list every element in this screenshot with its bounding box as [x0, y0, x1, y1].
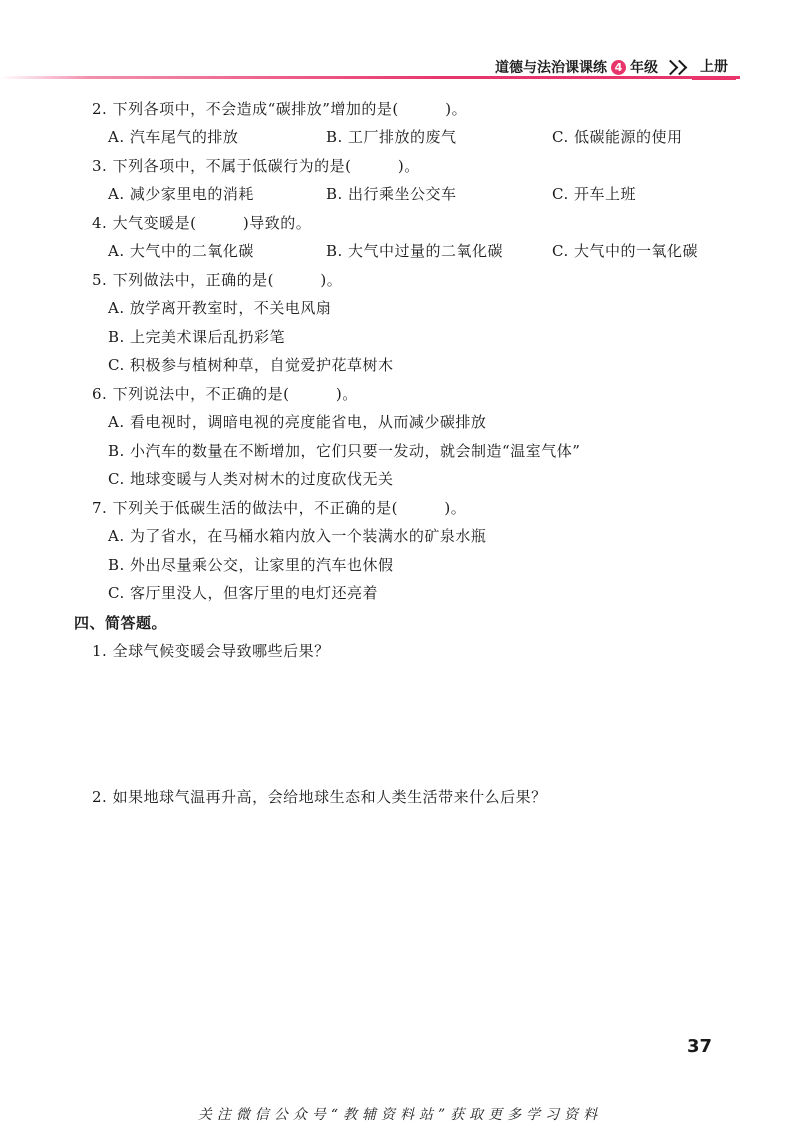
- options-row: [108, 183, 728, 205]
- question-stem: 3. 下列各项中，不属于低碳行为的是( )。: [92, 157, 420, 175]
- question-stem: 7. 下列关于低碳生活的做法中，不正确的是( )。: [92, 499, 467, 517]
- double-chevron-icon: [667, 62, 685, 73]
- question-stem: 6. 下列说法中，不正确的是( )。: [92, 385, 358, 403]
- question-stem: 2. 下列各项中，不会造成“碳排放”增加的是( )。: [92, 100, 468, 118]
- option: A. 减少家里电的消耗: [108, 185, 254, 203]
- grade-number-badge: 4: [611, 60, 626, 75]
- option: B. 上完美术课后乱扔彩笔: [108, 328, 286, 346]
- question-stem: 5. 下列做法中，正确的是( )。: [92, 271, 343, 289]
- option: C. 客厅里没人，但客厅里的电灯还亮着: [108, 584, 378, 602]
- footer-note: 关注微信公众号“教辅资料站”获取更多学习资料: [197, 1107, 603, 1123]
- grade-label: 年级: [630, 60, 658, 76]
- option: C. 地球变暖与人类对树木的过度砍伐无关: [108, 470, 394, 488]
- short-answer-question: 1. 全球气候变暖会导致哪些后果？: [92, 642, 330, 660]
- options-row: [108, 240, 728, 262]
- option: A. 为了省水，在马桶水箱内放入一个装满水的矿泉水瓶: [108, 527, 487, 545]
- option: B. 工厂排放的废气: [326, 128, 457, 146]
- option: C. 积极参与植树种草，自觉爱护花草树木: [108, 356, 394, 374]
- book-title: 道德与法治课课练: [495, 60, 607, 76]
- option: C. 低碳能源的使用: [552, 128, 683, 146]
- header-rule: [0, 76, 740, 79]
- volume-tab: 上册: [692, 55, 736, 80]
- option: B. 外出尽量乘公交，让家里的汽车也休假: [108, 556, 394, 574]
- option: A. 看电视时，调暗电视的亮度能省电，从而减少碳排放: [108, 413, 487, 431]
- page-number: 37: [686, 1036, 712, 1057]
- running-header: [495, 56, 736, 78]
- option: A. 大气中的二氧化碳: [108, 242, 254, 260]
- option: B. 大气中过量的二氧化碳: [326, 242, 504, 260]
- option: C. 开车上班: [552, 185, 636, 203]
- option: B. 出行乘坐公交车: [326, 185, 457, 203]
- question-stem: 4. 大气变暖是( )导致的。: [92, 214, 312, 232]
- option: A. 汽车尾气的排放: [108, 128, 239, 146]
- section-title: 四、简答题。: [74, 614, 168, 632]
- options-row: [108, 126, 728, 148]
- option: B. 小汽车的数量在不断增加，它们只要一发动，就会制造“温室气体”: [108, 442, 581, 460]
- option: C. 大气中的一氧化碳: [552, 242, 698, 260]
- option: A. 放学离开教室时，不关电风扇: [108, 299, 332, 317]
- short-answer-question: 2. 如果地球气温再升高，会给地球生态和人类生活带来什么后果？: [92, 788, 547, 806]
